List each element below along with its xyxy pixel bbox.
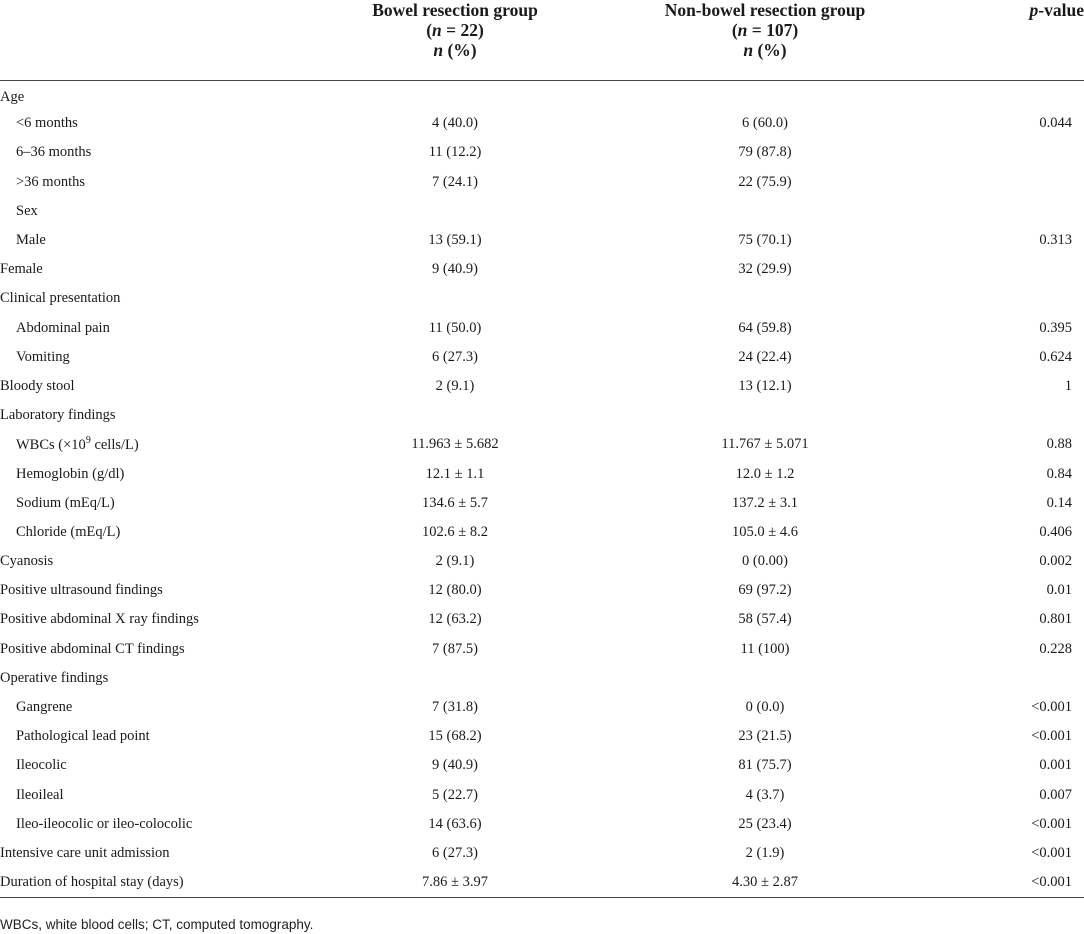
row-label: Sodium (mEq/L) [16,494,115,511]
table-row [0,430,1084,459]
cell-pvalue: <0.001 [1031,728,1072,745]
row-label: Chloride (mEq/L) [16,523,121,540]
cell-bowel: 7 (87.5) [432,640,478,657]
table-row [0,255,1084,284]
cell-pvalue: 0.01 [1046,582,1072,599]
row-label: Female [0,261,43,278]
table-row [0,372,1084,401]
cell-nonbowel [600,664,930,693]
cell-pvalue [930,664,1084,693]
table-row [0,839,1084,868]
cell-bowel [310,80,600,109]
cell-pvalue: 0.801 [1039,611,1072,628]
cell-nonbowel [600,401,930,430]
table-header [0,0,1084,80]
cell-pvalue: 0.406 [1039,523,1072,540]
row-label: 6–36 months [16,144,92,161]
table-row [0,518,1084,547]
row-label: Intensive care unit admission [0,844,170,861]
cell-nonbowel: 105.0 ± 4.6 [732,523,798,540]
cell-pvalue: 0.044 [1039,115,1072,132]
cell-pvalue [930,255,1084,284]
cell-bowel: 2 (9.1) [435,377,475,394]
cell-pvalue: <0.001 [1031,844,1072,861]
cell-pvalue [930,168,1084,197]
cell-nonbowel: 81 (75.7) [738,757,792,774]
cell-bowel: 9 (40.9) [432,261,478,278]
header-bowel-count: (n = 22) [426,20,484,40]
cell-bowel: 11.963 ± 5.682 [411,436,499,453]
cell-bowel [310,284,600,313]
table-row [0,168,1084,197]
row-label: Operative findings [0,669,109,686]
cell-nonbowel [600,80,930,109]
cell-bowel: 7.86 ± 3.97 [310,868,600,897]
row-label: Clinical presentation [0,290,121,307]
table-footnote: WBCs, white blood cells; CT, computed tomography. [0,917,314,932]
row-label: Positive abdominal CT findings [0,640,185,657]
cell-bowel: 7 (24.1) [432,173,478,190]
row-label: Abdominal pain [16,319,110,336]
cell-bowel: 13 (59.1) [428,232,482,249]
cell-pvalue: 0.228 [1039,640,1072,657]
cell-bowel: 9 (40.9) [432,757,478,774]
cell-bowel: 5 (22.7) [432,786,478,803]
header-row [0,0,1084,80]
header-bowel-group [310,0,600,80]
table-row [0,810,1084,839]
table-row [0,576,1084,605]
cell-pvalue: 1 [1064,377,1072,394]
table-row [0,751,1084,780]
cell-pvalue [930,401,1084,430]
header-label [0,0,310,80]
header-bowel-title: Bowel resection group [372,0,538,20]
cell-bowel [310,197,600,226]
row-label: Male [16,232,46,249]
cell-pvalue: 0.002 [1039,553,1072,570]
cell-nonbowel: 11 (100) [740,640,790,657]
row-label: Vomiting [16,348,70,365]
cell-pvalue: <0.001 [1031,699,1072,716]
cell-nonbowel: 32 (29.9) [738,261,792,278]
cell-pvalue [930,80,1084,109]
table-row [0,722,1084,751]
table-row [0,314,1084,343]
cell-pvalue [930,138,1084,167]
cell-nonbowel: 4.30 ± 2.87 [600,868,930,897]
cell-pvalue: <0.001 [930,868,1084,897]
cell-nonbowel: 79 (87.8) [738,144,792,161]
table-row [0,343,1084,372]
cell-nonbowel: 75 (70.1) [738,232,792,249]
cell-nonbowel: 137.2 ± 3.1 [732,494,798,511]
cell-bowel [310,664,600,693]
table-row [0,605,1084,634]
cell-bowel: 134.6 ± 5.7 [422,494,488,511]
cell-bowel: 7 (31.8) [432,699,478,716]
row-label: Cyanosis [0,553,54,570]
cell-pvalue: 0.624 [1039,348,1072,365]
row-label: Age [0,89,25,106]
header-nonbowel-group [600,0,930,80]
cell-nonbowel: 25 (23.4) [738,815,792,832]
cell-bowel [310,401,600,430]
row-label: Ileoileal [16,786,64,803]
table-row [0,489,1084,518]
row-label: Sex [16,202,38,219]
cell-bowel: 14 (63.6) [428,815,482,832]
cell-nonbowel: 64 (59.8) [738,319,792,336]
cell-pvalue: 0.001 [1039,757,1072,774]
cell-nonbowel [600,284,930,313]
row-label: Duration of hospital stay (days) [0,868,310,897]
cell-bowel: 6 (27.3) [432,844,478,861]
table-row [0,138,1084,167]
cell-bowel: 11 (50.0) [428,319,482,336]
header-bowel-unit: n (%) [433,40,477,60]
table-row [0,693,1084,722]
table-row [0,226,1084,255]
cell-nonbowel: 23 (21.5) [738,728,792,745]
cell-nonbowel: 24 (22.4) [738,348,792,365]
cell-nonbowel: 6 (60.0) [742,115,788,132]
cell-nonbowel: 12.0 ± 1.2 [735,465,795,482]
row-label: Laboratory findings [0,407,116,424]
table-body [0,80,1084,897]
table-row [0,80,1084,109]
cell-bowel: 12 (63.2) [428,611,482,628]
cell-nonbowel: 2 (1.9) [745,844,785,861]
cell-bowel: 11 (12.2) [428,144,482,161]
table-row [0,664,1084,693]
table-row [0,284,1084,313]
cell-pvalue: 0.313 [1039,232,1072,249]
cell-pvalue [930,284,1084,313]
table-row [0,781,1084,810]
cell-bowel: 15 (68.2) [428,728,482,745]
cell-pvalue: 0.84 [1046,465,1072,482]
row-label: WBCs ($\times 10^9$ cells/L) [16,435,139,454]
header-nonbowel-count: (n = 107) [731,20,799,40]
cell-nonbowel: 13 (12.1) [738,377,792,394]
cell-pvalue [930,197,1084,226]
cell-pvalue: <0.001 [1031,815,1072,832]
cell-bowel: 6 (27.3) [432,348,478,365]
cell-nonbowel: 58 (57.4) [738,611,792,628]
table-row [0,109,1084,138]
cell-bowel: 12 (80.0) [428,582,482,599]
cell-nonbowel: 4 (3.7) [745,786,785,803]
row-label: Positive abdominal X ray findings [0,611,199,628]
header-nonbowel-unit: n (%) [743,40,787,60]
table-row [0,547,1084,576]
row-label: Pathological lead point [16,728,150,745]
row-label: Hemoglobin (g/dl) [16,465,125,482]
cell-pvalue: 0.88 [1046,436,1072,453]
row-label: Ileocolic [16,757,67,774]
cell-pvalue: 0.395 [1039,319,1072,336]
cell-nonbowel: 11.767 ± 5.071 [721,436,809,453]
table-row [0,635,1084,664]
table-row [0,459,1084,488]
row-label: Ileo-ileocolic or ileo-colocolic [16,815,193,832]
header-nonbowel-title: Non-bowel resection group [664,0,866,20]
cell-bowel: 12.1 ± 1.1 [425,465,485,482]
cell-nonbowel [600,197,930,226]
cell-nonbowel: 0 (0.00) [742,553,788,570]
row-label: >36 months [16,173,86,190]
header-pvalue: p-value [930,0,1084,80]
table-row [0,197,1084,226]
cell-bowel: 2 (9.1) [435,553,475,570]
cell-bowel: 102.6 ± 8.2 [422,523,488,540]
cell-pvalue: 0.14 [1046,494,1072,511]
row-label: Gangrene [16,699,73,716]
cell-nonbowel: 22 (75.9) [738,173,792,190]
row-label: Positive ultrasound findings [0,582,163,599]
cell-nonbowel: 69 (97.2) [738,582,792,599]
row-label: <6 months [16,115,78,132]
table-row [0,868,1084,897]
cell-bowel: 4 (40.0) [432,115,478,132]
cell-pvalue: 0.007 [1039,786,1072,803]
table-row [0,401,1084,430]
cell-nonbowel: 0 (0.0) [745,699,785,716]
row-label: Bloody stool [0,377,75,394]
